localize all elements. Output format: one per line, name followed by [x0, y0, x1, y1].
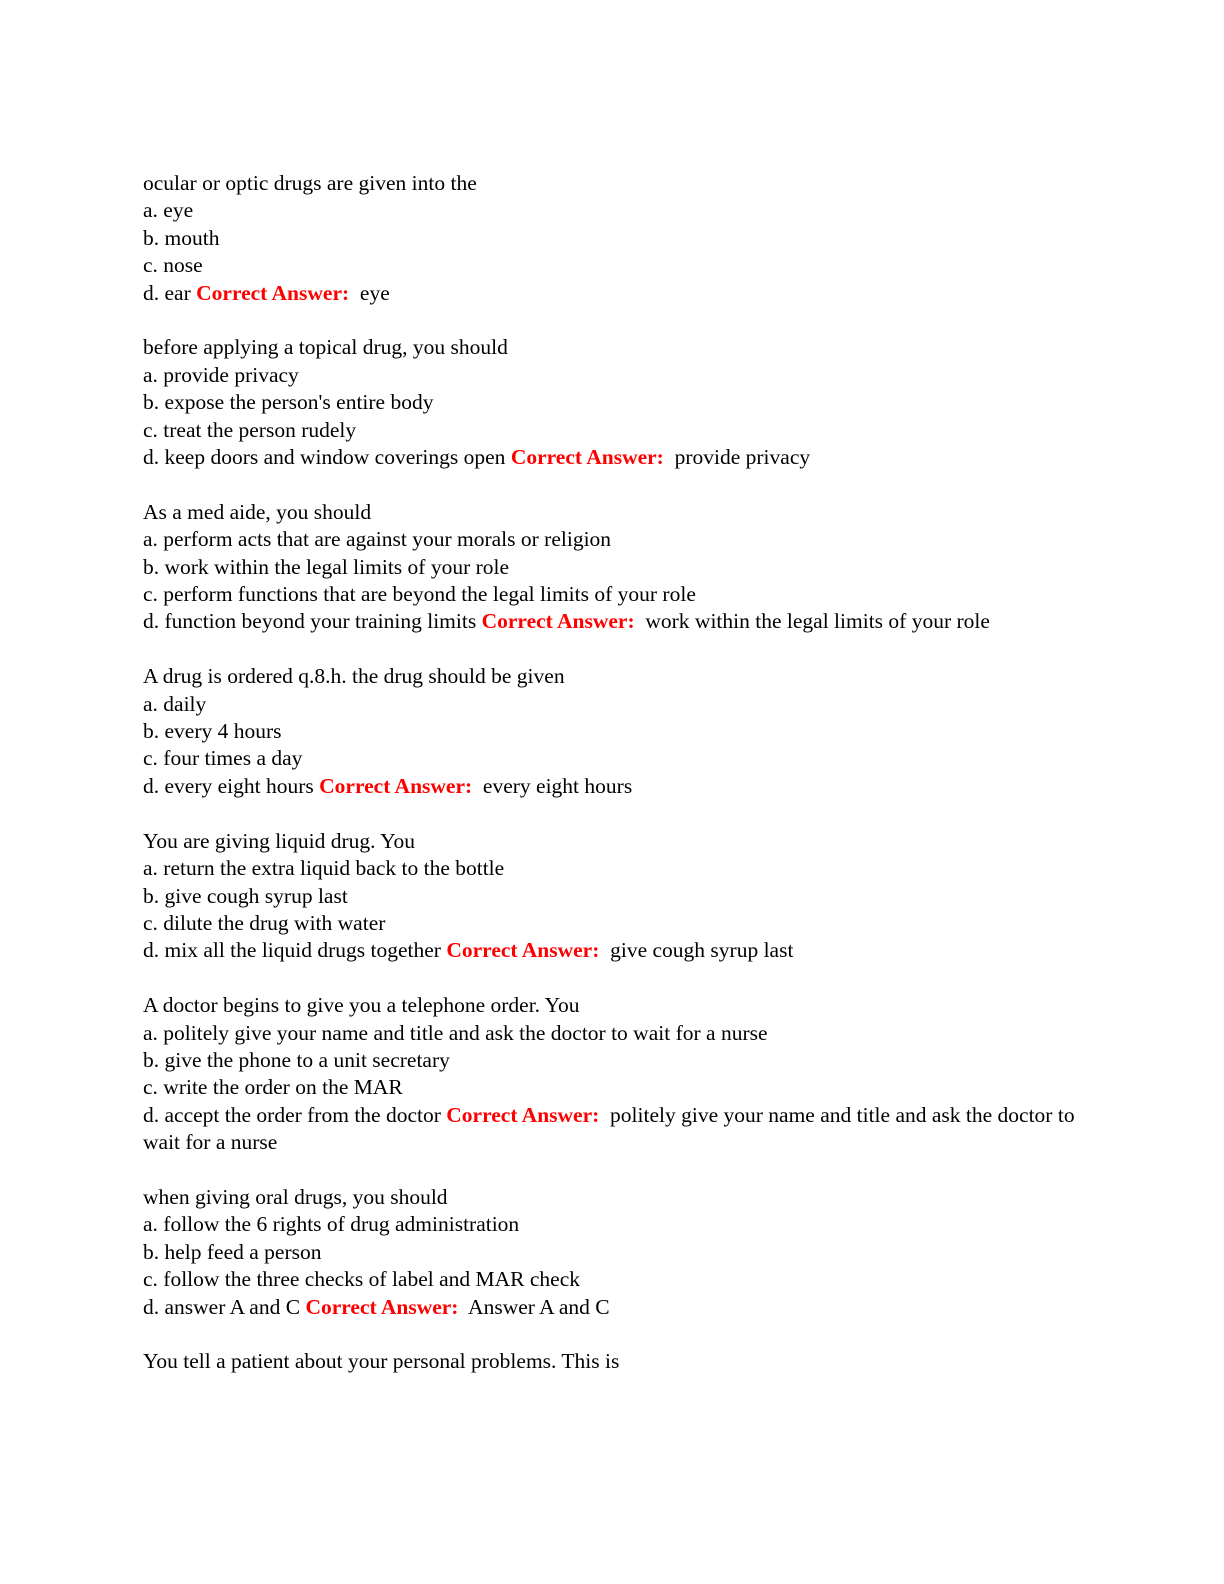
option-b: b. expose the person's entire body — [143, 390, 434, 415]
question-6 — [143, 992, 1083, 1156]
option-d: d. keep doors and window coverings open — [143, 445, 506, 470]
option-a: a. daily — [143, 691, 207, 716]
question-2 — [143, 334, 1083, 471]
option-d-with-answer — [143, 1102, 1083, 1157]
option-d-with-answer — [143, 280, 1083, 307]
correct-answer-text: eye — [359, 280, 390, 305]
question-prompt: You are giving liquid drug. You — [143, 828, 415, 853]
option-d: d. every eight hours — [143, 773, 314, 798]
document-page — [143, 170, 1083, 1403]
option-d-with-answer — [143, 608, 1083, 635]
question-3 — [143, 499, 1083, 636]
question-prompt: before applying a topical drug, you should — [143, 335, 508, 360]
correct-answer-text: provide privacy — [674, 445, 811, 470]
option-a: a. eye — [143, 198, 194, 223]
question-prompt: A doctor begins to give you a telephone order. You — [143, 993, 580, 1018]
option-c: c. nose — [143, 253, 203, 278]
option-d: d. ear — [143, 280, 191, 305]
option-a: a. politely give your name and title and ask the doctor to wait for a nurse — [143, 1020, 768, 1045]
correct-answer-text: Answer A and C — [468, 1294, 610, 1319]
option-a: a. provide privacy — [143, 362, 299, 387]
option-c: c. perform functions that are beyond the legal limits of your role — [143, 582, 696, 607]
question-7 — [143, 1184, 1083, 1321]
option-b: b. work within the legal limits of your role — [143, 554, 510, 579]
correct-answer-label: Correct Answer: — [481, 609, 635, 634]
option-d: d. answer A and C — [143, 1294, 301, 1319]
option-b: b. mouth — [143, 225, 220, 250]
option-c: c. follow the three checks of label and MAR check — [143, 1267, 581, 1292]
option-c: c. dilute the drug with water — [143, 910, 386, 935]
question-1 — [143, 170, 1083, 307]
correct-answer-label: Correct Answer: — [305, 1294, 459, 1319]
question-prompt: As a med aide, you should — [143, 499, 372, 524]
option-b: b. every 4 hours — [143, 719, 282, 744]
option-a: a. follow the 6 rights of drug administration — [143, 1212, 520, 1237]
question-prompt: ocular or optic drugs are given into the — [143, 171, 477, 195]
correct-answer-label: Correct Answer: — [446, 938, 600, 963]
question-prompt: A drug is ordered q.8.h. the drug should be given — [143, 664, 565, 689]
option-a: a. perform acts that are against your morals or religion — [143, 527, 612, 552]
option-c: c. four times a day — [143, 746, 303, 771]
option-b: b. give cough syrup last — [143, 883, 348, 908]
option-b: b. help feed a person — [143, 1239, 322, 1264]
question-prompt: when giving oral drugs, you should — [143, 1184, 448, 1209]
option-d-with-answer — [143, 1294, 1083, 1321]
option-c: c. treat the person rudely — [143, 417, 357, 442]
question-4 — [143, 663, 1083, 800]
option-c: c. write the order on the MAR — [143, 1075, 403, 1100]
correct-answer-label: Correct Answer: — [446, 1102, 600, 1127]
option-d-with-answer — [143, 444, 1083, 471]
correct-answer-text: work within the legal limits of your role — [645, 609, 990, 634]
correct-answer-label: Correct Answer: — [196, 280, 350, 305]
option-d: d. function beyond your training limits — [143, 609, 477, 634]
option-d-with-answer — [143, 937, 1083, 964]
correct-answer-text: politely give your name and title and ask the doctor to wait for a nurse — [143, 1102, 1075, 1155]
question-5 — [143, 828, 1083, 965]
option-d: d. accept the order from the doctor — [143, 1102, 441, 1127]
correct-answer-label: Correct Answer: — [319, 773, 473, 798]
option-b: b. give the phone to a unit secretary — [143, 1047, 450, 1072]
option-a: a. return the extra liquid back to the bottle — [143, 856, 505, 881]
correct-answer-text: every eight hours — [482, 773, 633, 798]
question-8 — [143, 1348, 1083, 1375]
correct-answer-label: Correct Answer: — [510, 445, 664, 470]
question-prompt: You tell a patient about your personal problems. This is — [143, 1349, 620, 1374]
option-d: d. mix all the liquid drugs together — [143, 938, 441, 963]
correct-answer-text: give cough syrup last — [610, 938, 794, 963]
option-d-with-answer — [143, 773, 1083, 800]
